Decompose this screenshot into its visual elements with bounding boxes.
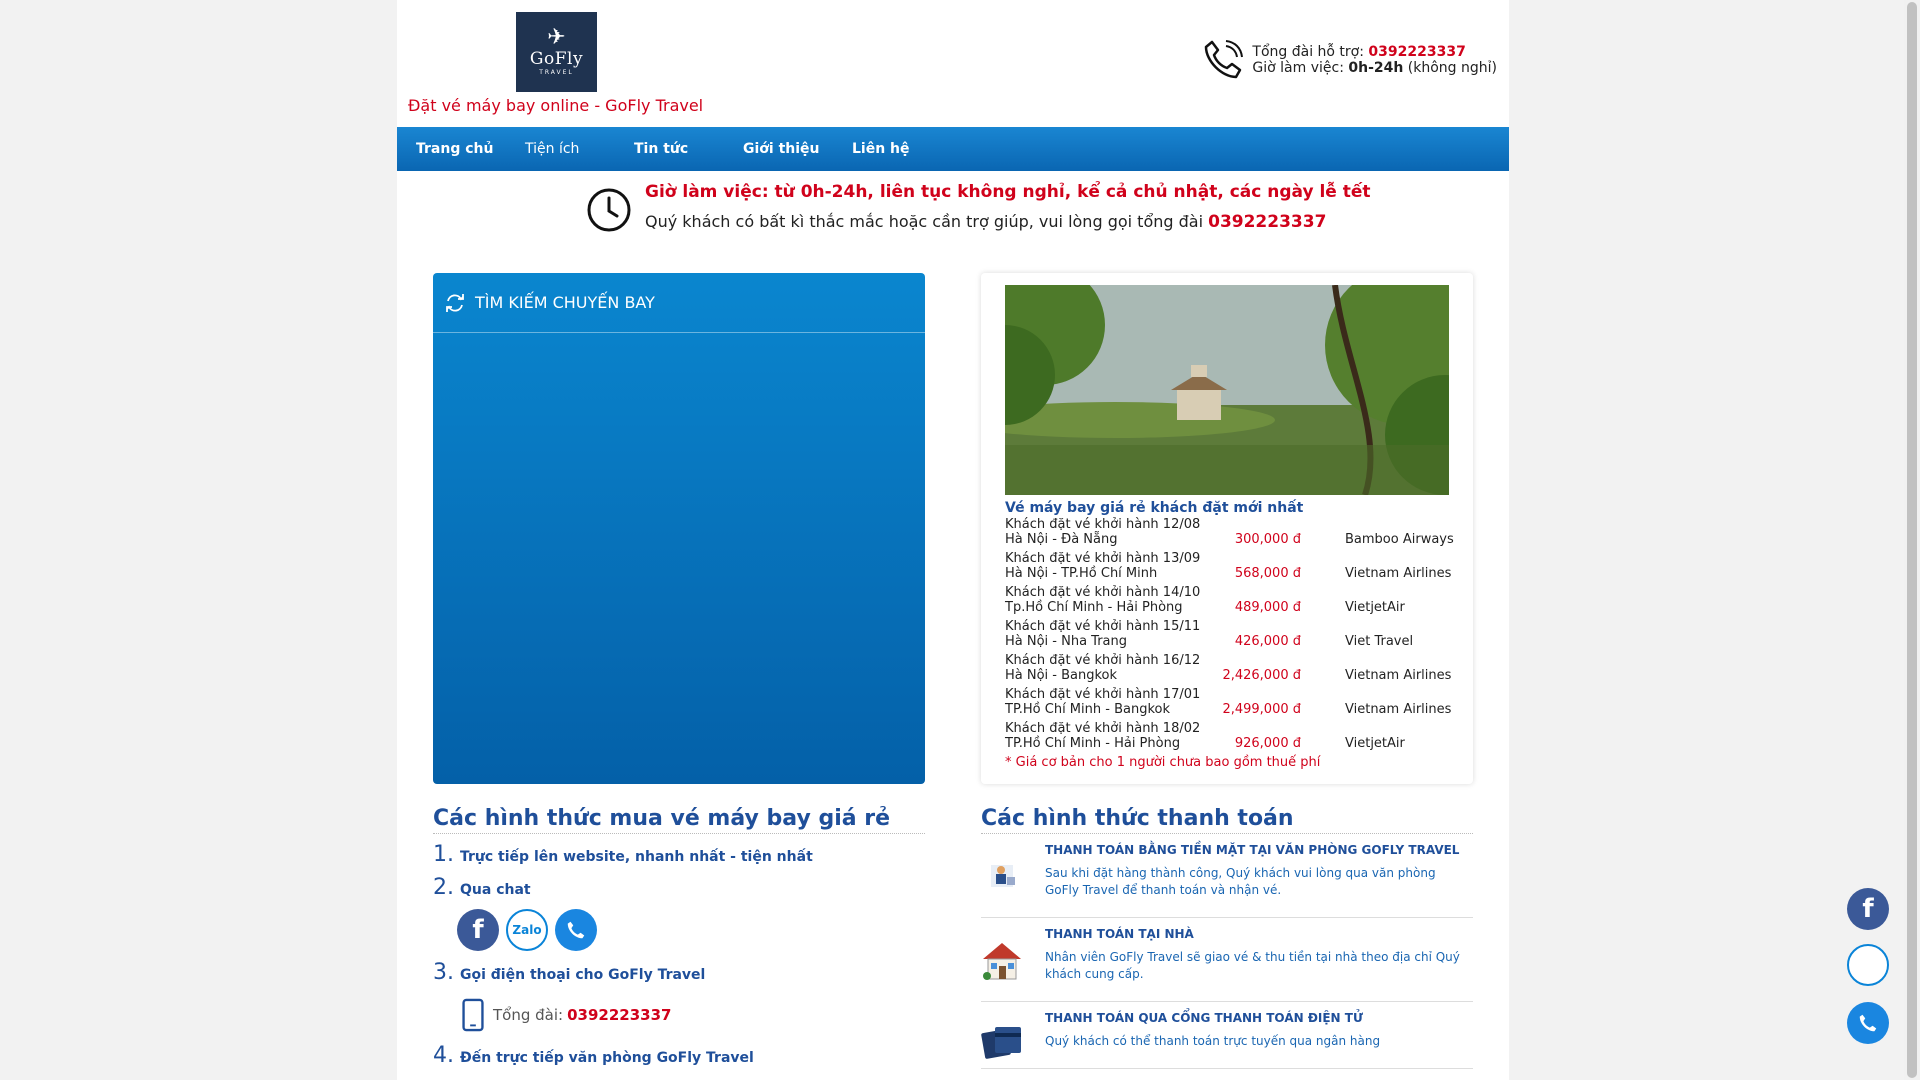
mobile-phone-icon — [461, 998, 485, 1032]
scrollbar-thumb[interactable] — [1907, 2, 1917, 1078]
payment-title: THANH TOÁN TẠI NHÀ — [1045, 927, 1194, 941]
notice-help: Quý khách có bất kì thắc mắc hoặc cần trợ giúp, vui lòng gọi tổng đài — [645, 212, 1204, 231]
deal-date: Khách đặt vé khởi hành 18/02 — [1005, 721, 1201, 736]
deal-row[interactable] — [1005, 551, 1452, 585]
deal-route: Tp.Hồ Chí Minh - Hải Phòng — [1005, 600, 1183, 615]
floating-zalo-icon[interactable]: Zalo — [1847, 944, 1889, 986]
deal-row[interactable] — [1005, 517, 1454, 551]
lake-scene-image — [1005, 285, 1449, 495]
payment-method-at-home — [981, 919, 1473, 1002]
hoan-kiem-lake-photo — [1005, 285, 1449, 495]
buy-method-4 — [433, 1043, 754, 1068]
deal-airline: VietjetAir — [1345, 600, 1405, 615]
flight-search-header — [433, 273, 925, 333]
deal-row[interactable] — [1005, 653, 1452, 687]
latest-deals-panel — [981, 273, 1473, 784]
gofly-logo[interactable] — [516, 12, 597, 92]
hours-value: 0h-24h — [1348, 60, 1404, 76]
clock-icon — [585, 186, 633, 234]
buy-method-3 — [433, 960, 705, 985]
buy-text: Gọi điện thoại cho GoFly Travel — [460, 967, 706, 983]
deals-title: Vé máy bay giá rẻ khách đặt mới nhất — [1005, 500, 1304, 516]
nav-item-contact[interactable]: Liên hệ — [852, 141, 910, 157]
phone-call-icon[interactable] — [555, 909, 597, 951]
flight-search-title: TÌM KIẾM CHUYẾN BAY — [475, 293, 655, 312]
buy-text: Đến trực tiếp văn phòng GoFly Travel — [460, 1050, 754, 1066]
deal-price: 926,000 đ — [1234, 736, 1301, 751]
deal-airline: Bamboo Airways — [1345, 532, 1454, 547]
hotline-phone[interactable]: 0392223337 — [567, 1006, 672, 1024]
deal-route: TP.Hồ Chí Minh - Hải Phòng — [1005, 736, 1181, 751]
phone-icon — [1198, 36, 1246, 84]
deal-date: Khách đặt vé khởi hành 13/09 — [1005, 551, 1201, 566]
header-hotline — [1198, 36, 1497, 84]
payment-title: THANH TOÁN QUA CỔNG THANH TOÁN ĐIỆN TỬ — [1045, 1011, 1363, 1025]
site-tagline: Đặt vé máy bay online - GoFly Travel — [408, 96, 704, 115]
deal-airline: VietjetAir — [1345, 736, 1405, 751]
deal-date: Khách đặt vé khởi hành 15/11 — [1005, 619, 1201, 634]
buy-number: 3. — [433, 960, 454, 985]
deal-date: Khách đặt vé khởi hành 16/12 — [1005, 653, 1201, 668]
buy-text: Qua chat — [460, 882, 531, 898]
deal-row[interactable] — [1005, 721, 1449, 755]
flight-search-panel — [433, 273, 925, 784]
buy-methods-heading: Các hình thức mua vé máy bay giá rẻ — [433, 806, 925, 834]
payment-desc: Sau khi đặt hàng thành công, Quý khách vui lòng qua văn phòng GoFly Travel để thanh toán và nhận vé. — [1045, 866, 1436, 897]
deal-route: Hà Nội - Đà Nẵng — [1005, 532, 1118, 547]
deal-price: 300,000 đ — [1234, 532, 1301, 547]
payment-desc: Nhân viên GoFly Travel sẽ giao vé & thu tiền tại nhà theo địa chỉ Quý khách cung cấp. — [1045, 950, 1460, 981]
deals-note: * Giá cơ bản cho 1 người chưa bao gồm thuế phí — [1005, 755, 1321, 770]
working-hours-notice — [585, 180, 1371, 234]
main-nav — [397, 127, 1509, 171]
floating-facebook-icon[interactable]: f — [1847, 888, 1889, 930]
facebook-icon[interactable]: f — [457, 909, 499, 951]
payment-method-online — [981, 1003, 1473, 1069]
hotline-line — [461, 998, 671, 1032]
deal-row[interactable] — [1005, 585, 1449, 619]
payment-desc: Quý khách có thể thanh toán trực tuyến qua ngân hàng — [1045, 1034, 1381, 1048]
nav-item-news[interactable]: Tin tức — [634, 141, 689, 157]
refresh-icon — [443, 291, 467, 315]
nav-item-home[interactable]: Trang chủ — [416, 141, 494, 157]
buy-number: 2. — [433, 875, 454, 900]
hours-note: (không nghỉ) — [1407, 60, 1497, 76]
buy-method-1 — [433, 842, 813, 867]
deal-price: 568,000 đ — [1234, 566, 1301, 581]
payment-title: THANH TOÁN BẰNG TIỀN MẶT TẠI VĂN PHÒNG GOFLY TRAVEL — [1045, 843, 1460, 857]
page-scrollbar[interactable] — [1904, 0, 1920, 1080]
deal-date: Khách đặt vé khởi hành 12/08 — [1005, 517, 1201, 532]
house-icon — [981, 939, 1023, 981]
logo-sub: TRAVEL — [539, 69, 574, 76]
deal-airline: Vietnam Airlines — [1345, 702, 1452, 717]
airplane-icon: ✈ — [547, 25, 566, 50]
nav-item-utilities[interactable]: Tiện ích — [525, 141, 580, 157]
deal-route: Hà Nội - TP.Hồ Chí Minh — [1005, 566, 1158, 581]
nav-item-about[interactable]: Giới thiệu — [743, 141, 820, 157]
deal-airline: Viet Travel — [1345, 634, 1414, 649]
deal-price: 426,000 đ — [1234, 634, 1301, 649]
zalo-icon[interactable]: Zalo — [506, 909, 548, 951]
deal-airline: Vietnam Airlines — [1345, 668, 1452, 683]
deal-row[interactable] — [1005, 619, 1449, 653]
logo-brand: GoFly — [529, 49, 584, 69]
deal-route: TP.Hồ Chí Minh - Bangkok — [1005, 702, 1170, 717]
deal-route: Hà Nội - Bangkok — [1005, 668, 1118, 683]
buy-number: 1. — [433, 842, 454, 867]
hours-label: Giờ làm việc: — [1252, 60, 1344, 76]
deal-price: 2,499,000 đ — [1222, 702, 1301, 717]
support-phone[interactable]: 0392223337 — [1368, 44, 1466, 60]
deal-date: Khách đặt vé khởi hành 14/10 — [1005, 585, 1201, 600]
deal-price: 2,426,000 đ — [1222, 668, 1301, 683]
floating-phone-icon[interactable] — [1847, 1002, 1889, 1044]
payment-methods-heading: Các hình thức thanh toán — [981, 806, 1473, 834]
deal-price: 489,000 đ — [1234, 600, 1301, 615]
bank-card-icon — [981, 1019, 1023, 1061]
notice-phone[interactable]: 0392223337 — [1208, 212, 1327, 232]
page-container — [397, 0, 1509, 1080]
deal-date: Khách đặt vé khởi hành 17/01 — [1005, 687, 1201, 702]
payment-method-cash-office — [981, 835, 1473, 918]
hotline-label: Tổng đài: — [493, 1006, 564, 1024]
office-cash-icon — [981, 855, 1023, 897]
deal-row[interactable] — [1005, 687, 1452, 721]
buy-text: Trực tiếp lên website, nhanh nhất - tiện nhất — [460, 849, 813, 865]
buy-number: 4. — [433, 1043, 454, 1068]
notice-hours: Giờ làm việc: từ 0h-24h, liên tục không nghỉ, kể cả chủ nhật, các ngày lễ tết — [645, 182, 1371, 202]
support-label: Tổng đài hỗ trợ: — [1252, 44, 1364, 60]
buy-method-2 — [433, 875, 531, 900]
deal-airline: Vietnam Airlines — [1345, 566, 1452, 581]
deal-route: Hà Nội - Nha Trang — [1005, 634, 1128, 649]
